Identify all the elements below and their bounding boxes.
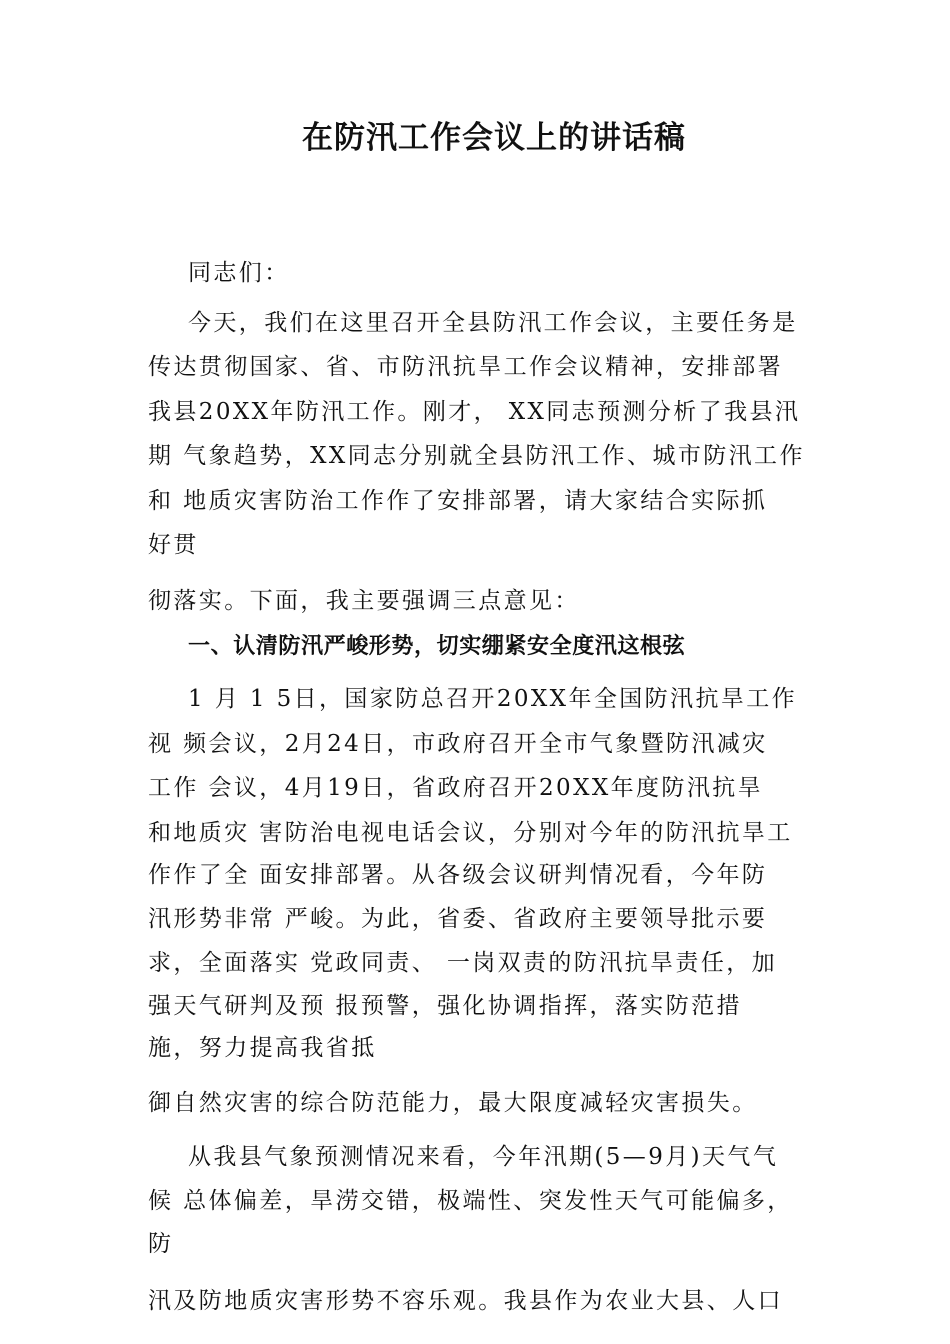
paragraph-line: 和地质灾 害防治电视电话会议，分别对今年的防汛抗旱工	[148, 820, 793, 846]
paragraph-line: 作作了全 面安排部署。从各级会议研判情况看，今年防	[148, 862, 768, 888]
paragraph-line: 和 地质灾害防治工作作了安排部署，请大家结合实际抓	[148, 488, 768, 514]
paragraph-line: 强天气研判及预 报预警，强化协调指挥，落实防范措	[148, 993, 742, 1019]
paragraph-line: 1 月 1 5日，国家防总召开20XX年全国防汛抗旱工作	[188, 686, 798, 712]
paragraph-line: 期 气象趋势，XX同志分别就全县防汛工作、城市防汛工作	[148, 443, 805, 469]
section-heading: 一、认清防汛严峻形势，切实绷紧安全度汛这根弦	[188, 634, 686, 659]
paragraph-line: 求，全面落实 党政同责、 一岗双责的防汛抗旱责任，加	[148, 950, 778, 976]
paragraph-line: 彻落实。下面，我主要强调三点意见：	[148, 588, 580, 614]
paragraph-line: 施，努力提高我省抵	[148, 1035, 377, 1061]
paragraph-line: 防	[148, 1231, 174, 1257]
paragraph-line: 汛及防地质灾害形势不容乐观。我县作为农业大县、人口	[148, 1288, 783, 1314]
paragraph-line: 汛形势非常 严峻。为此，省委、省政府主要领导批示要	[148, 906, 768, 932]
paragraph-line: 传达贯彻国家、省、市防汛抗旱工作会议精神，安排部署	[148, 354, 783, 380]
paragraph-line: 我县20XX年防汛工作。刚才， XX同志预测分析了我县汛	[148, 399, 801, 425]
paragraph-line: 好贯	[148, 532, 199, 558]
paragraph-line: 从我县气象预测情况来看，今年汛期(5—9月)天气气	[188, 1144, 779, 1170]
paragraph-line: 今天，我们在这里召开全县防汛工作会议，主要任务是	[188, 310, 798, 336]
paragraph-line: 工作 会议，4月19日，省政府召开20XX年度防汛抗旱	[148, 775, 764, 801]
paragraph-line: 御自然灾害的综合防范能力，最大限度减轻灾害损失。	[148, 1090, 758, 1116]
paragraph-line: 视 频会议，2月24日，市政府召开全市气象暨防汛减灾	[148, 731, 768, 757]
salutation: 同志们：	[188, 260, 290, 286]
document-title: 在防汛工作会议上的讲话稿	[302, 120, 686, 156]
paragraph-line: 候 总体偏差，旱涝交错，极端性、突发性天气可能偏多，	[148, 1188, 793, 1214]
